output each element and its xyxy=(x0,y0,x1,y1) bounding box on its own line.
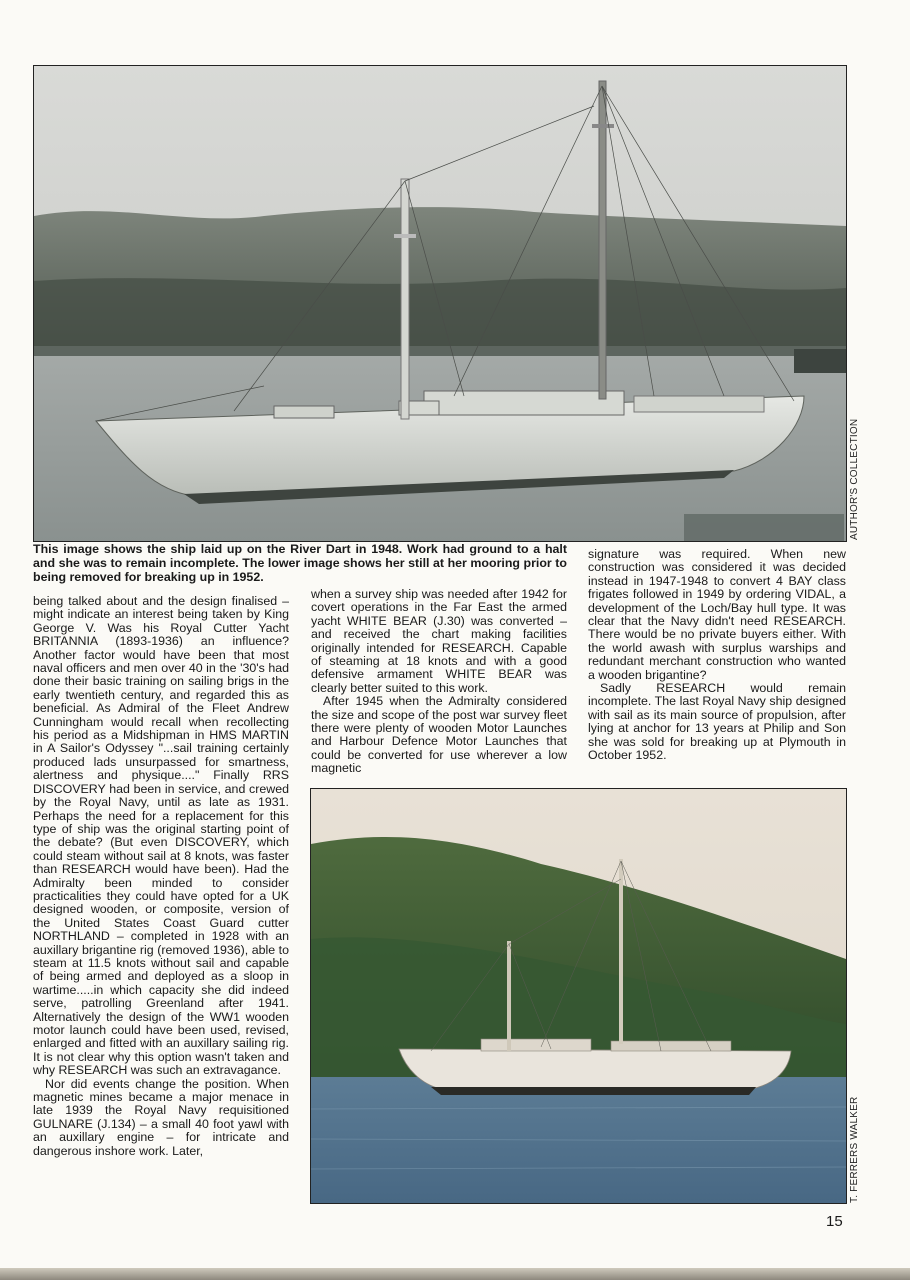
paragraph: Sadly RESEARCH would remain incomplete. The last Royal Navy ship designed with sail as its main source of propulsion, after lying at anchor for 13 years at Philip and Son she was sold for breaking up at Plymouth in October 1952. xyxy=(588,681,846,763)
photo-credit-top: AUTHOR'S COLLECTION xyxy=(849,418,860,540)
page-edge-divider xyxy=(0,1268,910,1280)
page-number: 15 xyxy=(826,1213,843,1230)
photo-ship-laid-up-river-dart xyxy=(33,65,847,542)
paragraph: Nor did events change the position. When magnetic mines became a major menace in late 1939 the Royal Navy requisitioned GULNARE (J.134) – a small 40 foot yawl with an auxillary engine – for intricate and dangerous inshore work. Later, xyxy=(33,1076,289,1158)
text-column-2 xyxy=(311,588,567,776)
paragraph: when a survey ship was needed after 1942 for covert operations in the Far East the armed yacht WHITE BEAR (J.30) was converted – and received the chart making facilities originally intended for RESEARCH. Capable of steaming at 18 knots and with a good defensive armament WHITE BEAR was clearly better suited to this work. xyxy=(311,587,567,695)
paragraph: signature was required. When new construction was considered it was decided instead in 1947-1948 to convert 4 BAY class frigates followed in 1949 by ordering VIDAL, a development of the Loch/Bay hull type. It was clear that the Navy didn't need RESEARCH. There would be no private buyers either. With the world awash with surplus warships and redundant merchant construction who wanted a wooden brigantine? xyxy=(588,547,846,682)
photo-caption: This image shows the ship laid up on the River Dart in 1948. Work had ground to a halt and she was to remain incomplete. The lower image shows her still at her mooring prior to being removed for breaking up in 1952. xyxy=(33,542,567,584)
text-column-3 xyxy=(588,548,846,763)
photo-credit-bottom: T. FERRERS WALKER xyxy=(849,1096,860,1203)
text-column-1 xyxy=(33,595,289,1158)
photo-ship-at-mooring xyxy=(310,788,847,1204)
paragraph: After 1945 when the Admiralty considered the size and scope of the post war survey fleet there were plenty of wooden Motor Launches and Harbour Defence Motor Launches that could be converted for use wherever a low magnetic xyxy=(311,694,567,776)
paragraph: being talked about and the design finalised – might indicate an interest being taken by King George V. Was his Royal Cutter Yacht BRITANNIA (1893-1936) an influence? Another factor would have been that most naval officers and men over 40 in the '30's had done their basic training on sailing brigs in the early twentieth century, and regarded this as beneficial. As Admiral of the Fleet Andrew Cunningham would recall when recollecting his period as a Midshipman in HMS MARTIN in A Sailor's Odyssey "...sail training certainly produced lads unsurpassed for smartness, alertness and physique...." Finally RRS DISCOVERY had been in service, and crewed by the Royal Navy, until as late as 1931. Perhaps the need for a replacement for this type of ship was the original starting point of the debate? (But even DISCOVERY, which could steam without sail at 8 knots, was faster than RESEARCH would have been). Had the Admiralty been minded to consider practicalities they could have opted for a UK designed wooden, or composite, version of the United States Coast Guard cutter NORTHLAND – completed in 1928 with an auxillary brigantine rig (removed 1936), able to steam at 11.5 knots without sail and capable of being armed and deployed as a sloop in wartime.....in which capacity she did indeed serve, patrolling Greenland after 1941. Alternatively the design of the WW1 wooden motor launch could have been used, revised, enlarged and fitted with an auxillary sailing rig. It is not clear why this option wasn't taken and why RESEARCH was such an extravagance. xyxy=(33,594,289,1078)
